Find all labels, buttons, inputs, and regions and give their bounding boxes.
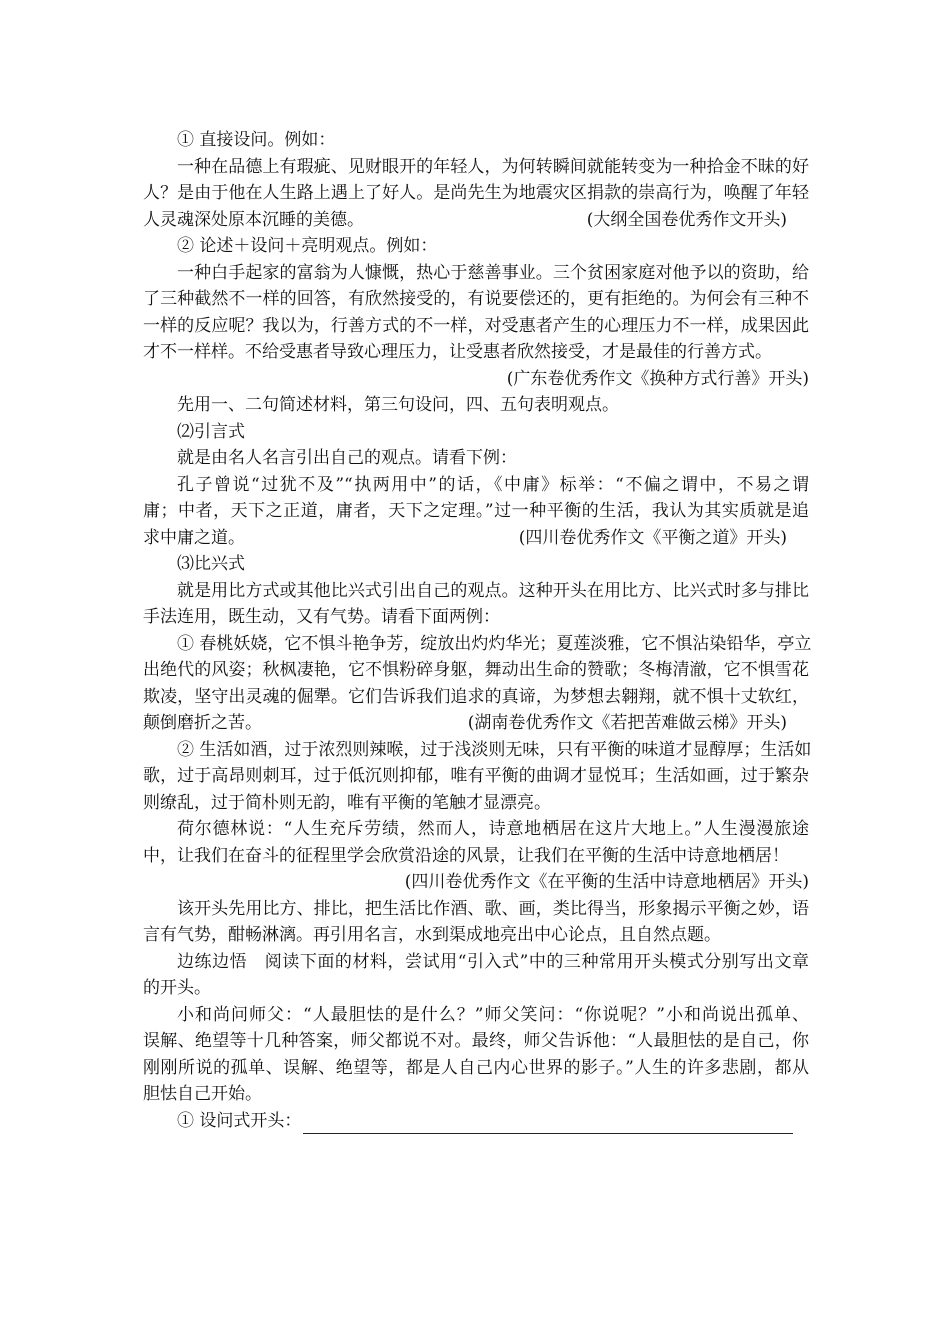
answer-blank[interactable]: [303, 1115, 793, 1134]
paragraph-line: 就是由名人名言引出自己的观点。请看下例：: [177, 448, 517, 468]
subheading-argument-question: ② 论述＋设问＋亮明观点。例如：: [177, 236, 438, 256]
exercise-material: 小和尚问师父：“人最胆怯的是什么？”师父笑问：“你说呢？”小和尚说出孤单、: [177, 1004, 809, 1025]
paragraph-line: 人？是由于他在人生路上遇上了好人。是尚先生为地震灾区捐款的崇高行为，唤醒了年轻: [143, 183, 809, 203]
paragraph-line: 一种在品德上有瑕疵、见财眼开的年轻人，为何转瞬间就能转变为一种拾金不昧的好: [177, 156, 809, 177]
exercise-material: 胆怯自己开始。: [143, 1084, 262, 1104]
paragraph-line: ② 生活如酒，过于浓烈则辣喉，过于浅淡则无味，只有平衡的味道才显醇厚；生活如: [177, 739, 812, 760]
paragraph-line: 就是用比方式或其他比兴式引出自己的观点。这种开头在用比方、比兴式时多与排比: [177, 580, 809, 601]
paragraph-line: 一种白手起家的富翁为人慷慨，热心于慈善事业。三个贫困家庭对他予以的资助，给: [177, 262, 809, 283]
source-citation: (大纲全国卷优秀作文开头): [586, 209, 787, 230]
answer-prompt-label: ① 设问式开头：: [177, 1110, 302, 1131]
paragraph-line: 一样的反应呢？我以为，行善方式的不一样，对受惠者产生的心理压力不一样，成果因此: [143, 315, 809, 336]
exercise-material: 误解、绝望等十几种答案，师父都说不对。最终，师父告诉他：“人最胆怯的是自己，你: [143, 1031, 809, 1051]
paragraph-line-with-source: [143, 525, 809, 552]
exercise-instruction: 边练边悟 阅读下面的材料，尝试用“引入式”中的三种常用开头模式分别写出文章: [177, 951, 809, 972]
source-citation: (湖南卷优秀作文《若把苦难做云梯》开头): [467, 713, 787, 733]
paragraph-line: 歌，过于高昂则刺耳，过于低沉则抑郁，唯有平衡的曲调才显悦耳；生活如画，过于繁杂: [143, 766, 809, 786]
exercise-instruction: 的开头。: [143, 978, 211, 998]
paragraph-line: 中，让我们在奋斗的征程里学会欣赏沿途的风景，让我们在平衡的生活中诗意地栖居！: [143, 845, 789, 866]
paragraph-line: 先用一、二句简述材料，第三句设问，四、五句表明观点。: [177, 395, 619, 415]
paragraph-line: 了三种截然不一样的回答，有欣然接受的，有说要偿还的，更有拒绝的。为何会有三种不: [143, 289, 809, 309]
paragraph-line: 孔子曾说“过犹不及”“执两用中”的话，《中庸》标举：“不偏之谓中，不易之谓: [177, 474, 809, 495]
paragraph-text: 颠倒磨折之苦。: [143, 713, 262, 733]
paragraph-line: 才不一样样。不给受惠者导致心理压力，让受惠者欣然接受，才是最佳的行善方式。: [143, 342, 772, 362]
exercise-material: 刚刚所说的孤单、误解、绝望等，都是人自己内心世界的影子。”人生的许多悲剧，都从: [143, 1057, 809, 1078]
paragraph-line: 庸；中者，天下之正道，庸者，天下之定理。”过一种平衡的生活，我认为其实质就是追: [143, 501, 809, 521]
section-heading-quotation: ⑵引言式: [177, 421, 245, 442]
paragraph-line-with-source: [143, 710, 809, 737]
document-body: [143, 127, 812, 1134]
paragraph-line: ① 春桃妖娆，它不惧斗艳争芳，绽放出灼灼华光；夏莲淡雅，它不惧沾染铅华，亭立: [177, 633, 812, 654]
source-citation: (四川卷优秀作文《平衡之道》开头): [518, 527, 787, 548]
paragraph-line: 欺凌，坚守出灵魂的倔犟。它们告诉我们追求的真谛，为梦想去翱翔，就不惧十丈软红，: [143, 686, 809, 707]
section-heading-analogy: ⑶比兴式: [177, 554, 245, 574]
paragraph-line: 则缭乱，过于简朴则无韵，唯有平衡的笔触才显漂亮。: [143, 792, 551, 813]
source-citation: (四川卷优秀作文《在平衡的生活中诗意地栖居》开头): [404, 872, 809, 892]
paragraph-line: 出绝代的风姿；秋枫凄艳，它不惧粉碎身躯，舞动出生命的赞歌；冬梅清澈，它不惧雪花: [143, 660, 809, 680]
paragraph-text: 人灵魂深处原本沉睡的美德。: [143, 209, 364, 230]
subheading-direct-question: ① 直接设问。例如：: [177, 130, 336, 150]
paragraph-line: 该开头先用比方、排比，把生活比作酒、歌、画，类比得当，形象揭示平衡之妙，语: [177, 898, 809, 919]
paragraph-line-with-source: [143, 207, 809, 234]
source-citation: (广东卷优秀作文《换种方式行善》开头): [506, 368, 809, 389]
paragraph-text: 求中庸之道。: [143, 527, 245, 548]
paragraph-line: 言有气势，酣畅淋漓。再引用名言，水到渠成地亮出中心论点，且自然点题。: [143, 925, 721, 945]
answer-prompt: [143, 1108, 809, 1135]
paragraph-line: 荷尔德林说：“人生充斥劳绩，然而人，诗意地栖居在这片大地上。”人生漫漫旅途: [177, 819, 809, 839]
paragraph-line: 手法连用，既生动，又有气势。请看下面两例：: [143, 607, 500, 627]
